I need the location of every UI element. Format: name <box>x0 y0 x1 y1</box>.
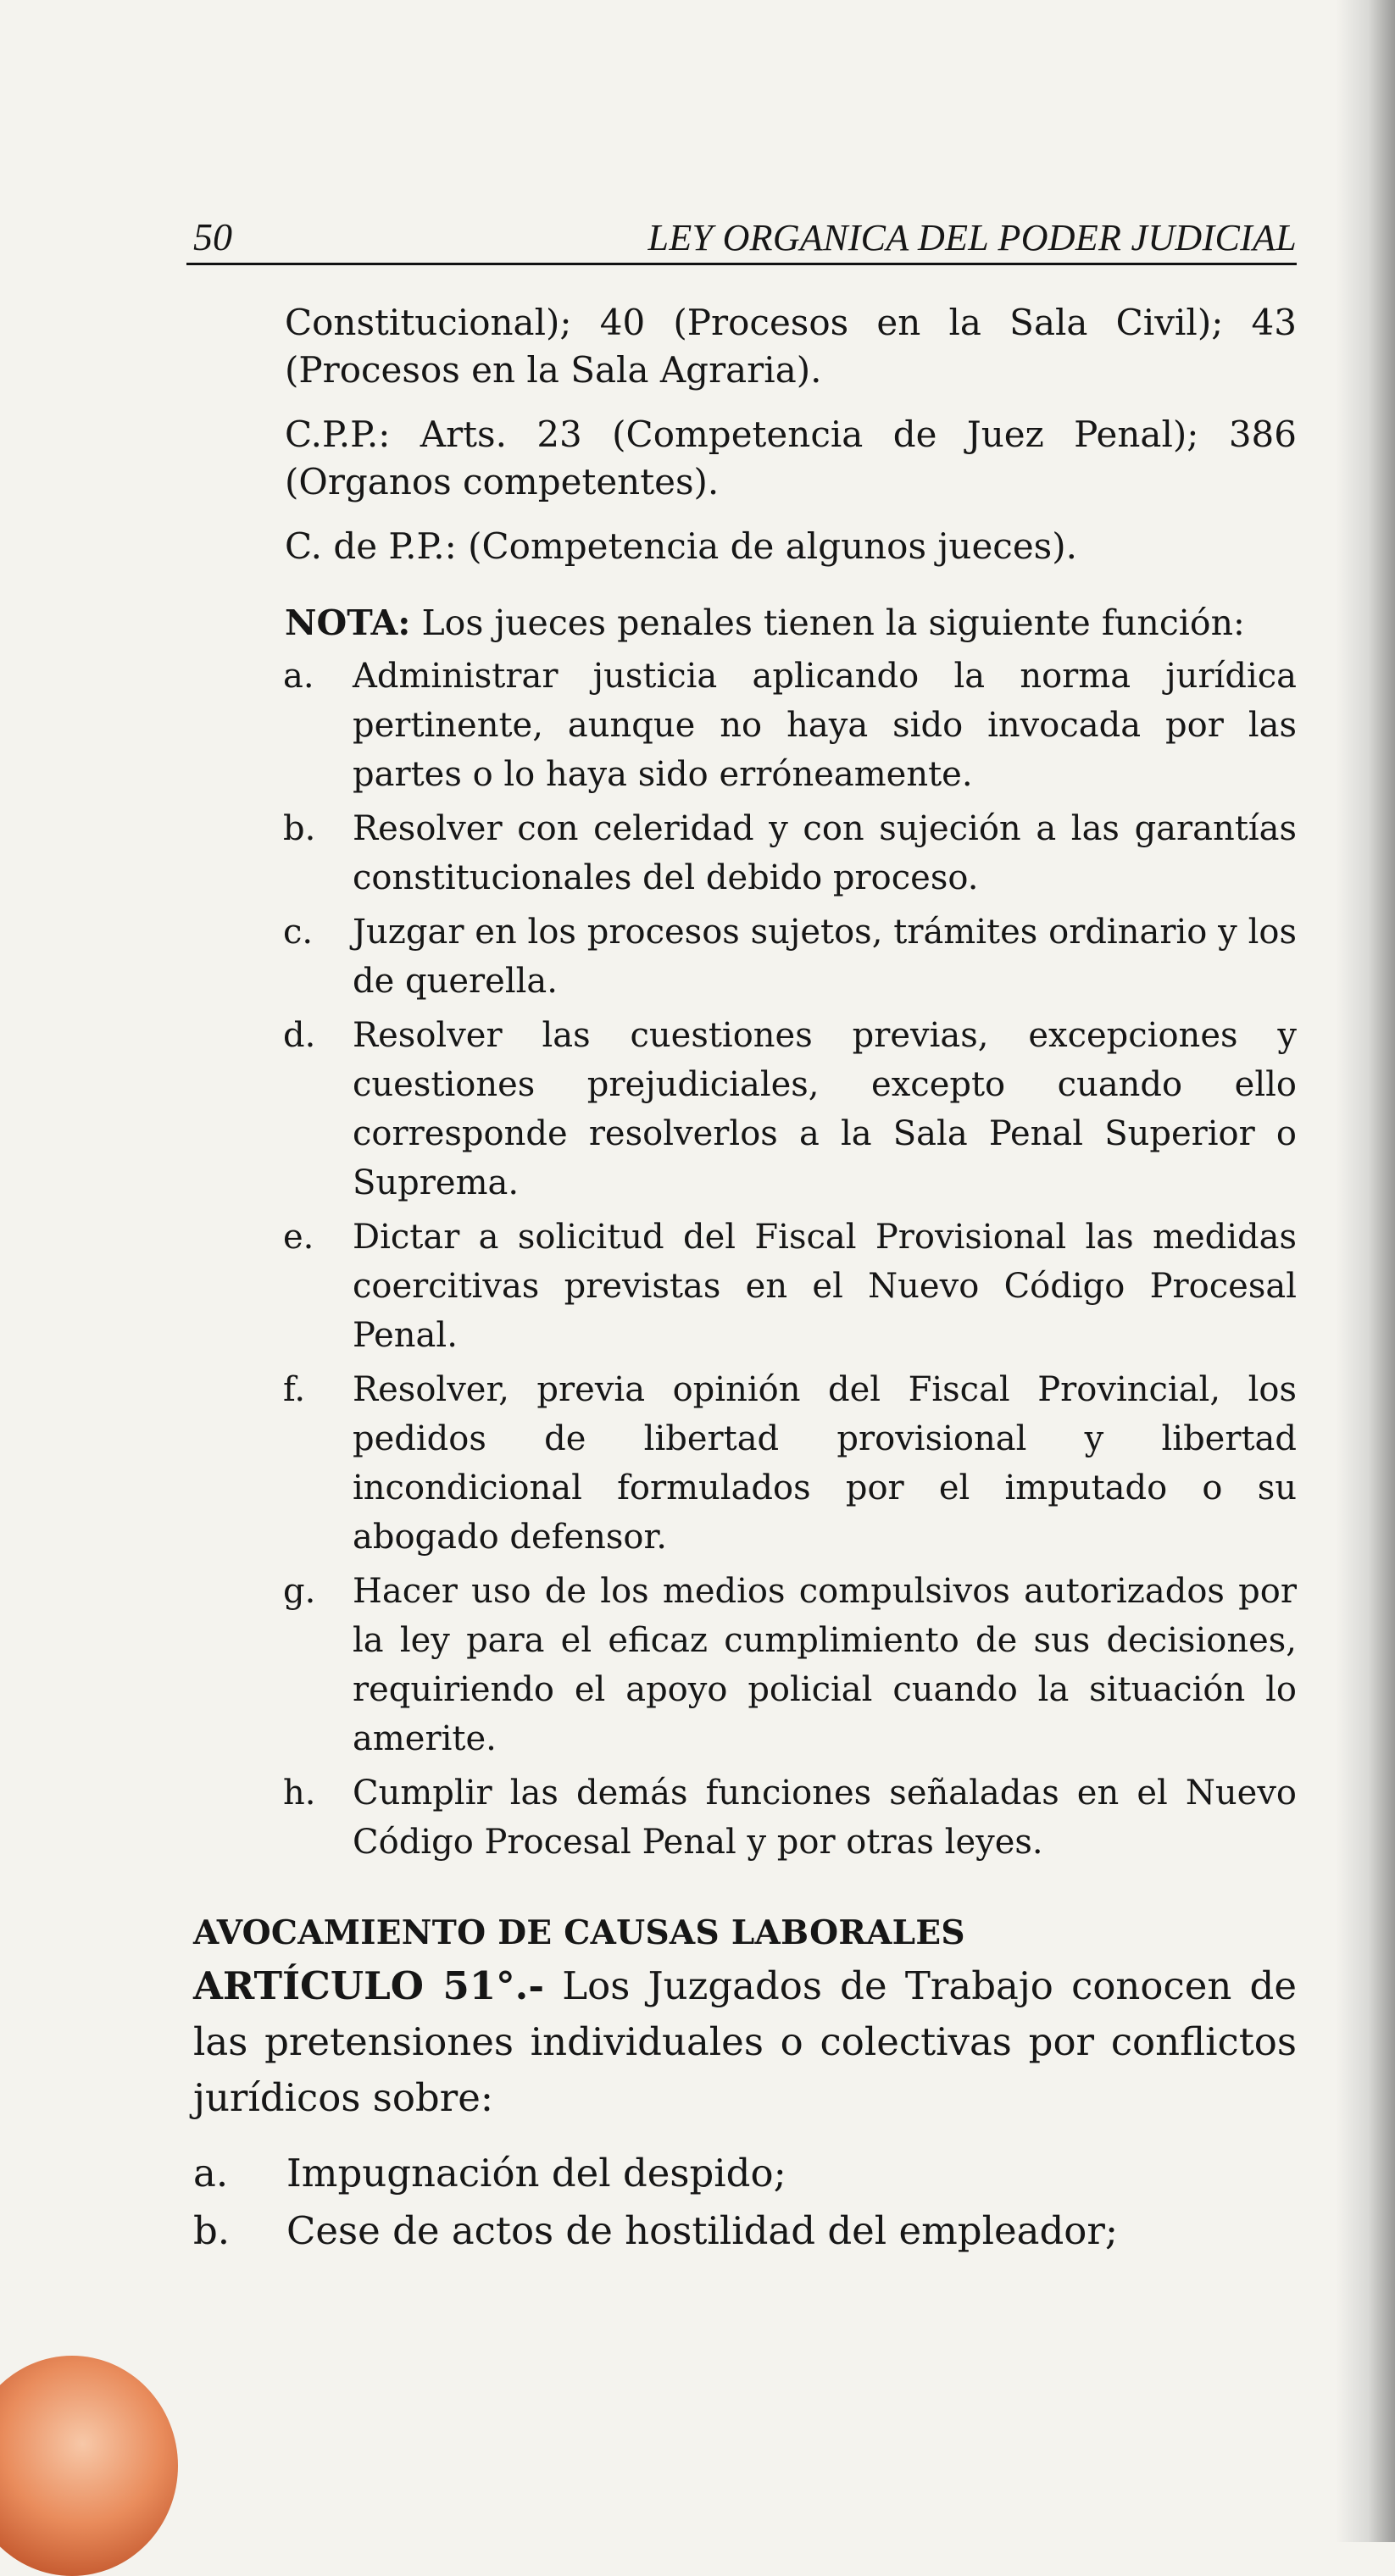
nota-label: NOTA: <box>285 602 411 643</box>
reference-cpp: C.P.P.: Arts. 23 (Competencia de Juez Penal); 386 (Organos competentes). <box>285 414 1297 502</box>
function-item-d <box>283 1011 1297 1208</box>
reference-cdepp: C. de P.P.: (Competencia de algunos jueces). <box>285 525 1077 567</box>
list-marker: e. <box>283 1218 314 1257</box>
page-number: 50 <box>193 215 232 258</box>
book-page <box>186 203 1297 2260</box>
function-item-h <box>283 1768 1297 1867</box>
list-marker: b. <box>283 809 316 848</box>
list-marker: a. <box>283 657 314 696</box>
list-marker: d. <box>283 1016 316 1055</box>
list-marker: h. <box>283 1774 316 1813</box>
function-text: Administrar justicia aplicando la norma jurídica pertinente, aunque no haya sido invocada por las partes o lo haya sido erróneamente. <box>353 657 1297 794</box>
list-marker: c. <box>283 913 314 952</box>
reference-constitucional: Constitucional); 40 (Procesos en la Sala Civil); 43 (Procesos en la Sala Agraria). <box>285 302 1297 391</box>
cross-references <box>186 299 1297 570</box>
function-text: Resolver con celeridad y con sujeción a las garantías constitucionales del debido proceso. <box>353 809 1297 897</box>
function-item-c <box>283 908 1297 1006</box>
list-marker: b. <box>193 2208 231 2253</box>
function-text: Resolver, previa opinión del Fiscal Provincial, los pedidos de libertad provisional y libertad incondicional formulados por el imputado o su abogado defensor. <box>353 1370 1297 1557</box>
page-header <box>186 203 1297 265</box>
function-text: Juzgar en los procesos sujetos, trámites ordinario y los de querella. <box>353 913 1297 1001</box>
function-text: Dictar a solicitud del Fiscal Provisional las medidas coercitivas previstas en el Nuevo Código Procesal Penal. <box>353 1218 1297 1355</box>
article-51-paragraph <box>186 1958 1297 2126</box>
functions-list <box>186 652 1297 1867</box>
function-item-a <box>283 652 1297 799</box>
article-item-text: Impugnación del despido; <box>286 2151 786 2196</box>
article-item-text: Cese de actos de hostilidad del empleador; <box>286 2208 1119 2253</box>
section-heading: AVOCAMIENTO DE CAUSAS LABORALES <box>193 1913 965 1952</box>
finger-blob <box>0 2356 178 2576</box>
function-text: Hacer uso de los medios compulsivos autorizados por la ley para el eficaz cumplimiento de sus decisiones, requiriendo el apoyo policial cuando la situación lo amerite. <box>353 1572 1297 1758</box>
function-text: Resolver las cuestiones previas, excepciones y cuestiones prejudiciales, excepto cuando ello corresponde resolverlos a la Sala Penal Superior o Suprema. <box>353 1016 1297 1202</box>
article-item-a <box>193 2145 1297 2202</box>
nota-text: Los jueces penales tienen la siguiente función: <box>421 602 1245 643</box>
function-text: Cumplir las demás funciones señaladas en el Nuevo Código Procesal Penal y por otras leyes. <box>353 1774 1297 1862</box>
page-edge-shadow <box>1336 0 1395 2542</box>
article-item-b <box>193 2202 1297 2260</box>
article-label: ARTÍCULO 51°.- <box>193 1963 545 2008</box>
nota-paragraph <box>186 599 1297 647</box>
article-text: Los Juzgados de Trabajo conocen de las pretensiones individuales o colectivas por conflictos jurídicos sobre: <box>193 1963 1297 2120</box>
function-item-e <box>283 1213 1297 1360</box>
running-title: LEY ORGANICA DEL PODER JUDICIAL <box>647 217 1297 258</box>
article-items-list <box>186 2145 1297 2260</box>
function-item-b <box>283 804 1297 902</box>
function-item-f <box>283 1365 1297 1562</box>
list-marker: a. <box>193 2151 229 2196</box>
list-marker: g. <box>283 1572 316 1611</box>
function-item-g <box>283 1567 1297 1763</box>
list-marker: f. <box>283 1370 306 1409</box>
